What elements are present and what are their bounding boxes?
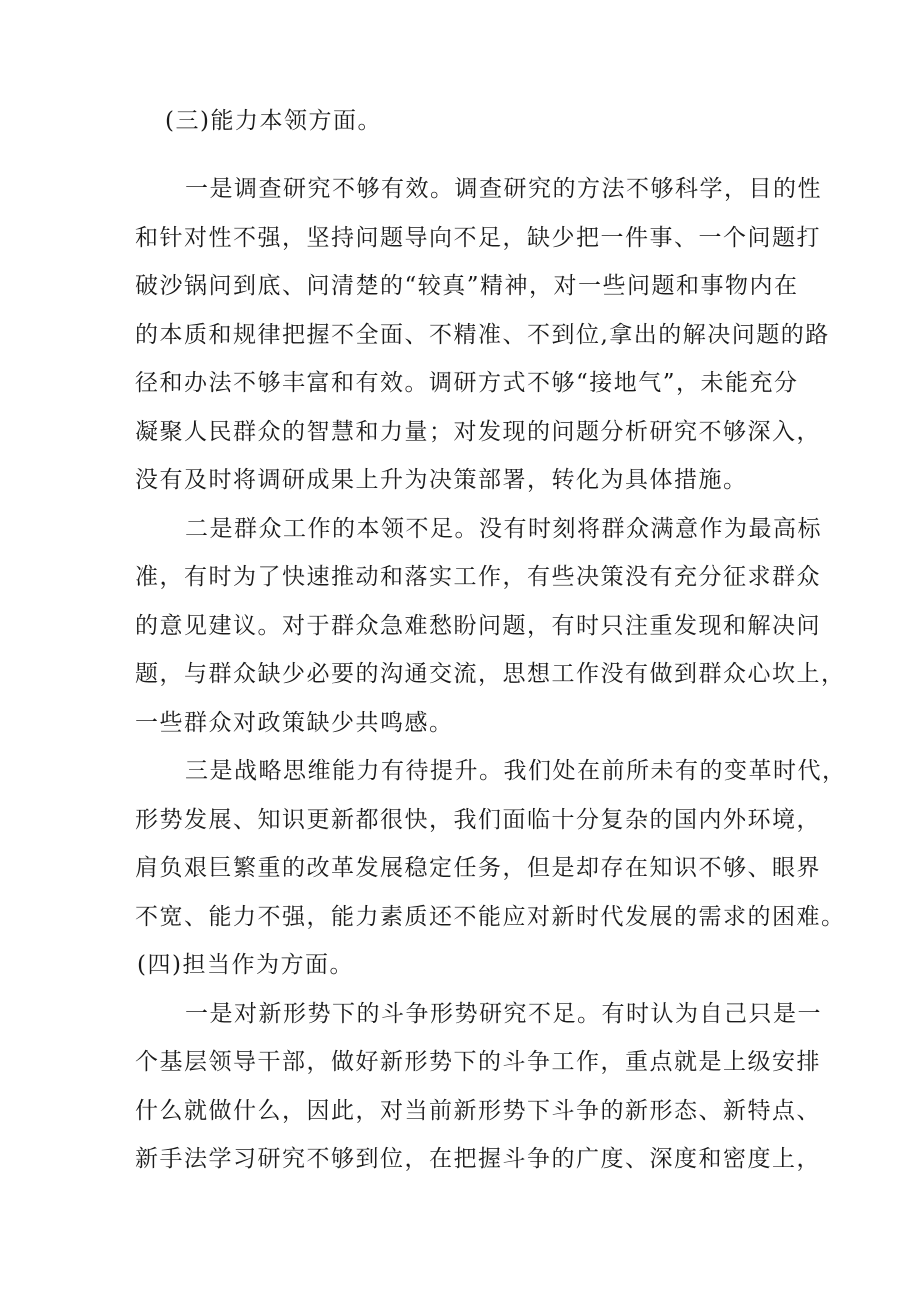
paragraph-line: 题，与群众缺少必要的沟通交流，思想工作没有做到群众心坎上， xyxy=(135,661,846,687)
paragraph-line: 什么就做什么，因此，对当前新形势下斗争的新形态、新特点、 xyxy=(135,1098,821,1124)
paragraph-line: 形势发展、知识更新都很快，我们面临十分复杂的国内外环境， xyxy=(135,807,821,833)
paragraph-line: 一是对新形势下的斗争形势研究不足。有时认为自己只是一 xyxy=(185,1001,822,1027)
section-heading-3: (三)能力本领方面。 xyxy=(165,108,382,134)
paragraph-line: 的意见建议。对于群众急难愁盼问题，有时只注重发现和解决问 xyxy=(135,613,821,639)
paragraph-line: 的本质和规律把握不全面、不精准、不到位,拿出的解决问题的路 xyxy=(135,322,830,348)
paragraph-line: 径和办法不够丰富和有效。调研方式不够“接地气”，未能充分 xyxy=(135,370,799,396)
paragraph-line: 凝聚人民群众的智慧和力量；对发现的问题分析研究不够深入， xyxy=(135,419,821,445)
paragraph-line: 个基层领导干部，做好新形势下的斗争工作，重点就是上级安排 xyxy=(135,1049,821,1075)
paragraph-line: 和针对性不强，坚持问题导向不足，缺少把一件事、一个问题打 xyxy=(135,225,821,251)
section-heading-4: (四)担当作为方面。 xyxy=(137,952,354,978)
paragraph-line: 二是群众工作的本领不足。没有时刻将群众满意作为最高标 xyxy=(185,516,822,542)
paragraph-line: 肩负艰巨繁重的改革发展稳定任务，但是却存在知识不够、眼界 xyxy=(135,855,821,881)
paragraph-line: 没有及时将调研成果上升为决策部署，转化为具体措施。 xyxy=(135,467,748,493)
paragraph-line: 不宽、能力不强，能力素质还不能应对新时代发展的需求的困难。 xyxy=(135,904,846,930)
paragraph-line: 破沙锅问到底、问清楚的“较真”精神，对一些问题和事物内在 xyxy=(135,273,799,299)
paragraph-line: 一是调查研究不够有效。调查研究的方法不够科学，目的性 xyxy=(185,176,822,202)
paragraph-line: 一些群众对政策缺少共鸣感。 xyxy=(135,710,454,736)
paragraph-line: 准，有时为了快速推动和落实工作，有些决策没有充分征求群众 xyxy=(135,564,821,590)
paragraph-line: 三是战略思维能力有待提升。我们处在前所未有的变革时代， xyxy=(185,758,847,784)
paragraph-line: 新手法学习研究不够到位，在把握斗争的广度、深度和密度上， xyxy=(135,1146,821,1172)
